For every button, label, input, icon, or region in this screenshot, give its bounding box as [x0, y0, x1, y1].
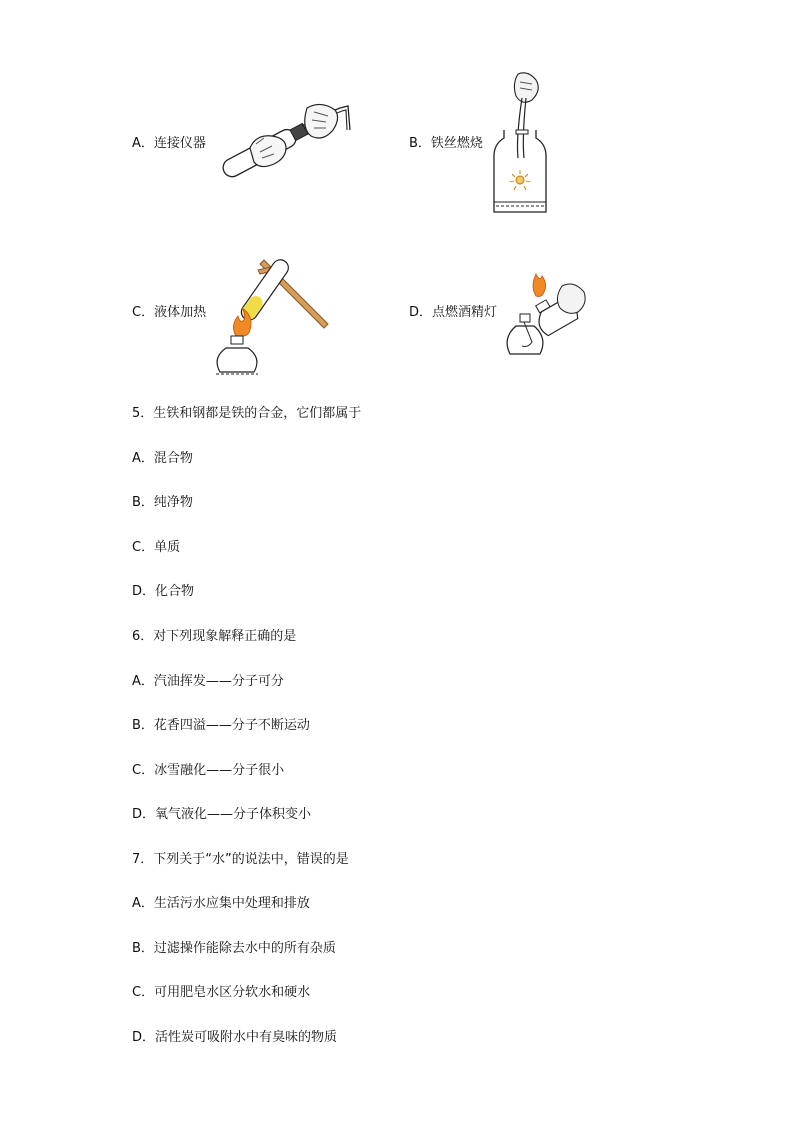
q7-option-d[interactable]: D．活性炭可吸附水中有臭味的物质	[132, 1030, 338, 1045]
q7-option-c[interactable]: C．可用肥皂水区分软水和硬水	[132, 985, 311, 1000]
q5-option-a[interactable]: A．混合物	[132, 451, 193, 466]
q6-option-a[interactable]: A．汽油挥发——分子可分	[132, 674, 284, 689]
tube-connection-icon	[212, 96, 357, 191]
q6-option-c[interactable]: C．冰雪融化——分子很小	[132, 763, 285, 778]
q5-option-d[interactable]: D．化合物	[132, 584, 195, 599]
option-c-label: C．液体加热	[132, 305, 207, 320]
q7-option-a[interactable]: A．生活污水应集中处理和排放	[132, 896, 310, 911]
q7-stem: 7．下列关于“水”的说法中，错误的是	[132, 852, 349, 867]
option-b-label: B．铁丝燃烧	[409, 136, 483, 151]
iron-wire-burning-icon	[488, 70, 558, 216]
q5-stem: 5．生铁和钢都是铁的合金，它们都属于	[132, 406, 362, 421]
lighting-alcohol-lamp-icon	[502, 268, 588, 360]
q6-option-b[interactable]: B．花香四溢——分子不断运动	[132, 718, 310, 733]
option-a-label: A．连接仪器	[132, 136, 206, 151]
q5-option-c[interactable]: C．单质	[132, 540, 181, 555]
q6-option-d[interactable]: D．氧气液化——分子体积变小	[132, 807, 312, 822]
liquid-heating-icon	[212, 254, 332, 378]
q7-option-b[interactable]: B．过滤操作能除去水中的所有杂质	[132, 941, 336, 956]
q6-stem: 6．对下列现象解释正确的是	[132, 629, 297, 644]
option-d-label: D．点燃酒精灯	[409, 305, 498, 320]
q5-option-b[interactable]: B．纯净物	[132, 495, 193, 510]
